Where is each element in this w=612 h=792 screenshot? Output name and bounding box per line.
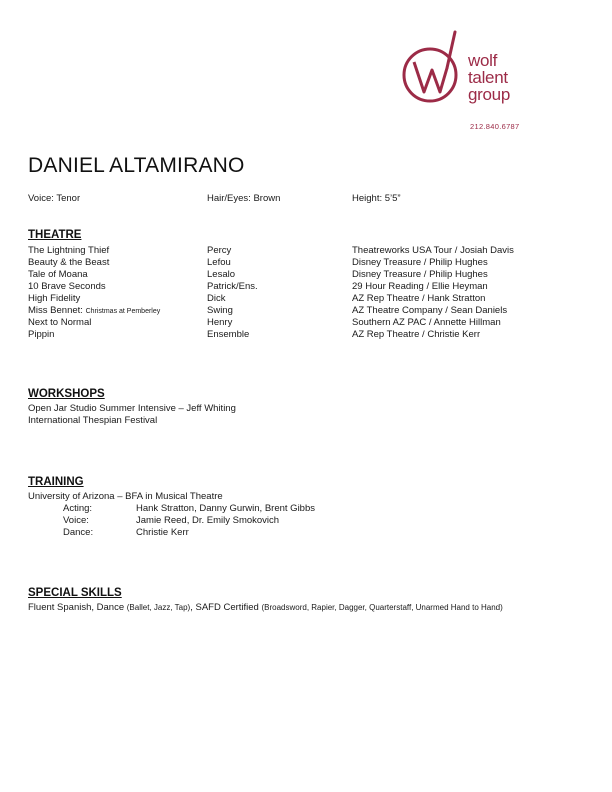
workshops-list [28, 403, 236, 427]
credit-company: AZ Rep Theatre / Hank Stratton [352, 293, 486, 304]
training-row [28, 515, 588, 527]
credit-company: Southern AZ PAC / Annette Hillman [352, 317, 501, 328]
agency-logo [400, 30, 550, 135]
school-text: University of Arizona – BFA in Musical Theatre [28, 491, 223, 502]
credit-show: Tale of Moana [28, 269, 88, 280]
logo-line-1: wolf [468, 51, 498, 70]
special-skills-heading: SPECIAL SKILLS [28, 587, 122, 599]
credit-role: Lesalo [207, 269, 235, 280]
workshop-item: International Thespian Festival [28, 415, 158, 426]
credit-show: 10 Brave Seconds [28, 281, 106, 292]
voice-stat: Voice: Tenor [28, 193, 81, 204]
credit-row [28, 293, 588, 305]
training-school [28, 491, 588, 503]
credit-company: AZ Theatre Company / Sean Daniels [352, 305, 508, 316]
credit-row [28, 257, 588, 269]
logo-wordmark [468, 52, 510, 103]
credit-row [28, 281, 588, 293]
training-teachers: Christie Kerr [136, 527, 189, 538]
special-skills-text [28, 602, 503, 613]
workshops-heading: WORKSHOPS [28, 388, 105, 400]
logo-line-2: talent [468, 68, 508, 87]
credit-role: Henry [207, 317, 233, 328]
credit-show-title: Miss Bennet: [28, 305, 83, 316]
training-row [28, 503, 588, 515]
credit-company: AZ Rep Theatre / Christie Kerr [352, 329, 481, 340]
credit-row [28, 305, 588, 317]
credit-row [28, 317, 588, 329]
credit-show: Beauty & the Beast [28, 257, 110, 268]
credit-show: Pippin [28, 329, 55, 340]
credit-company: Disney Treasure / Philip Hughes [352, 257, 488, 268]
workshop-item: Open Jar Studio Summer Intensive – Jeff Whiting [28, 403, 236, 414]
agency-phone: 212.840.6787 [470, 122, 520, 131]
training-heading: TRAINING [28, 476, 84, 488]
skills-part-2: , SAFD Certified [190, 602, 259, 613]
theatre-credits [28, 245, 588, 341]
actor-name: DANIEL ALTAMIRANO [28, 154, 245, 177]
credit-row [28, 245, 588, 257]
credit-show-subtitle: Christmas at Pemberley [85, 308, 161, 315]
skills-weapons: (Broadsword, Rapier, Dagger, Quarterstaff, Unarmed Hand to Hand) [261, 603, 503, 612]
training-teachers: Hank Stratton, Danny Gurwin, Brent Gibbs [136, 503, 315, 514]
credit-role: Lefou [207, 257, 231, 268]
credit-row [28, 269, 588, 281]
credit-show: High Fidelity [28, 293, 81, 304]
credit-role: Patrick/Ens. [207, 281, 258, 292]
training-label: Acting: [63, 503, 93, 514]
training-label: Voice: [63, 515, 89, 526]
skills-part-1: Fluent Spanish, Dance [28, 602, 125, 613]
logo-line-3: group [468, 85, 510, 104]
height-stat: Height: 5’5” [352, 193, 401, 204]
credit-company: Disney Treasure / Philip Hughes [352, 269, 488, 280]
training-row [28, 527, 588, 539]
credit-row [28, 329, 588, 341]
credit-company: Theatreworks USA Tour / Josiah Davis [352, 245, 514, 256]
training-label: Dance: [63, 527, 94, 538]
training-teachers: Jamie Reed, Dr. Emily Smokovich [136, 515, 280, 526]
hair-eyes-stat: Hair/Eyes: Brown [207, 193, 281, 204]
credit-show: The Lightning Thief [28, 245, 110, 256]
credit-role: Percy [207, 245, 232, 256]
credit-role: Dick [207, 293, 226, 304]
credit-role: Ensemble [207, 329, 250, 340]
theatre-heading: THEATRE [28, 229, 82, 241]
credit-company: 29 Hour Reading / Ellie Heyman [352, 281, 488, 292]
skills-dance-styles: (Ballet, Jazz, Tap) [126, 603, 191, 612]
credit-role: Swing [207, 305, 233, 316]
credit-show: Next to Normal [28, 317, 92, 328]
training-list [28, 491, 588, 539]
